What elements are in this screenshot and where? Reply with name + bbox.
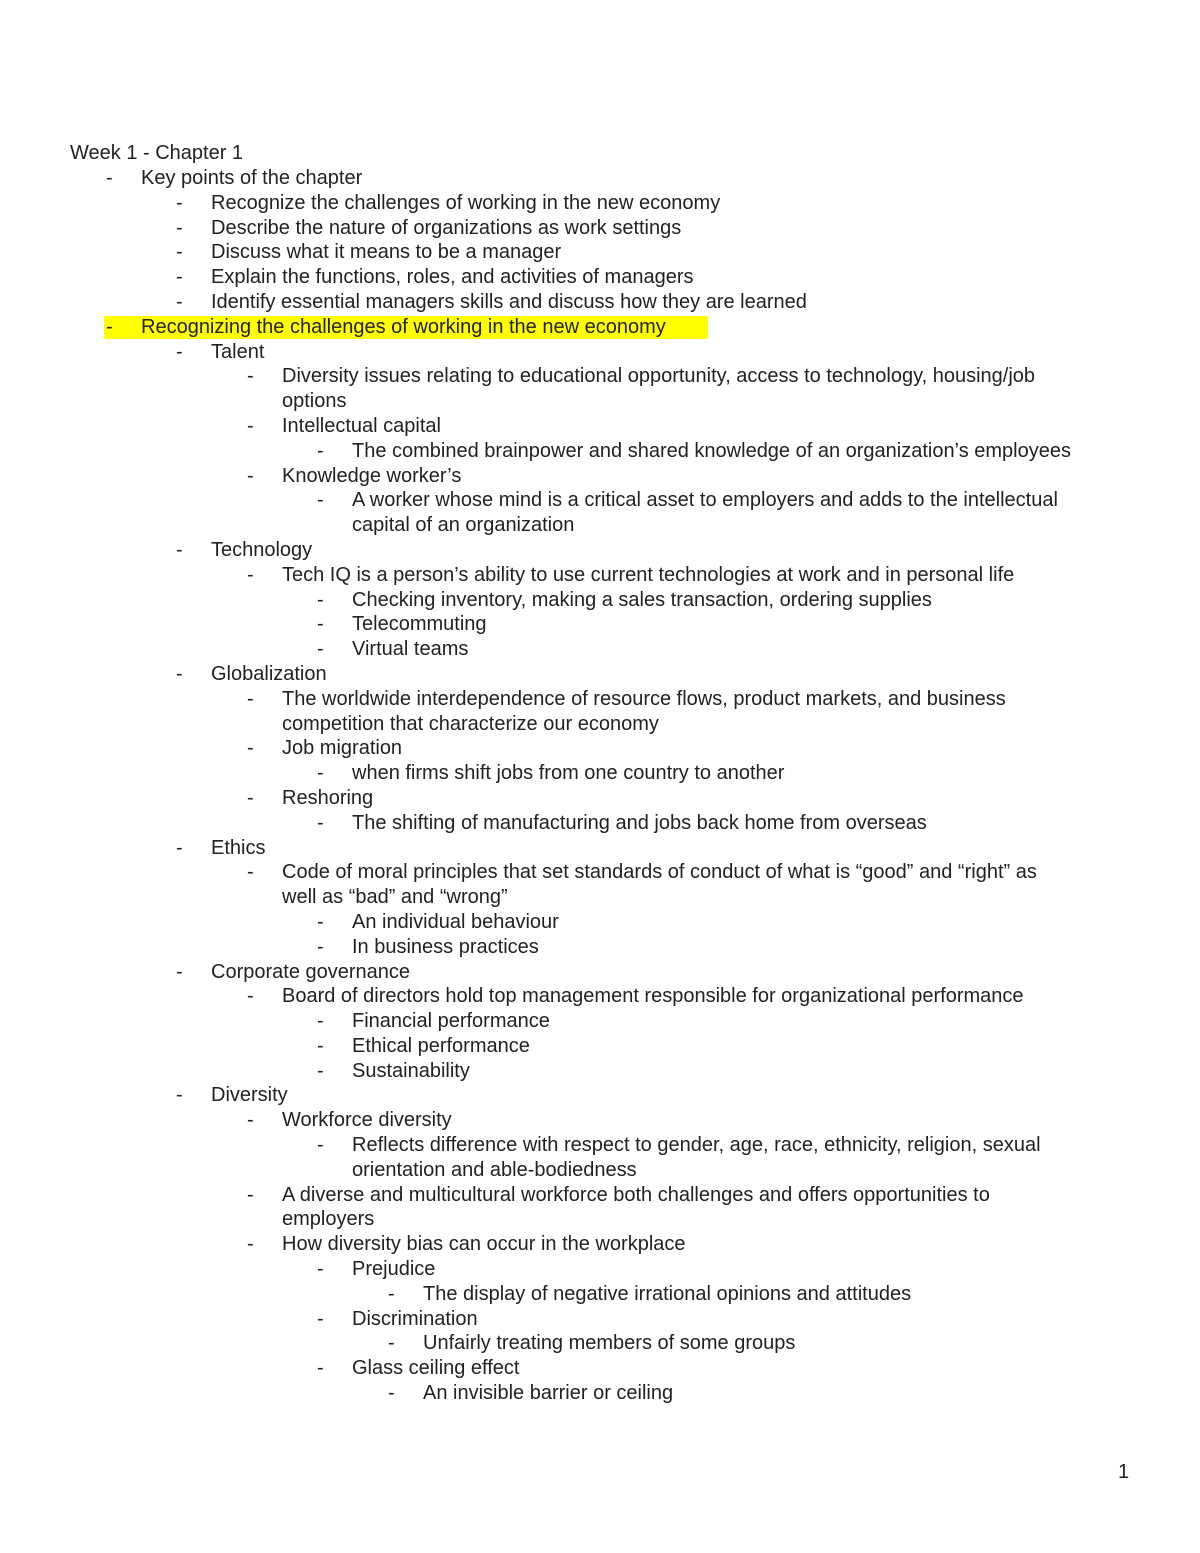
bullet-dash: - bbox=[247, 861, 254, 884]
outline-item-text: In business practices bbox=[352, 935, 539, 958]
bullet-dash: - bbox=[317, 439, 324, 462]
outline-item bbox=[0, 1083, 1200, 1108]
bullet-dash: - bbox=[388, 1332, 395, 1355]
outline-item bbox=[0, 910, 1200, 935]
outline-item bbox=[0, 340, 1200, 365]
bullet-dash: - bbox=[317, 489, 324, 512]
outline-item bbox=[0, 1108, 1200, 1133]
outline-item-text: capital of an organization bbox=[352, 514, 575, 537]
outline-item bbox=[0, 1282, 1200, 1307]
outline-item bbox=[0, 1307, 1200, 1332]
outline-item-text: A diverse and multicultural workforce both challenges and offers opportunities to bbox=[282, 1183, 990, 1206]
bullet-dash: - bbox=[106, 167, 113, 189]
outline-item-text: when firms shift jobs from one country to another bbox=[352, 762, 785, 785]
bullet-dash: - bbox=[317, 613, 324, 636]
outline-item bbox=[0, 984, 1200, 1009]
outline-item bbox=[0, 736, 1200, 761]
outline-item-text: Discrimination bbox=[352, 1307, 478, 1330]
bullet-dash: - bbox=[317, 811, 324, 834]
outline-item bbox=[0, 1133, 1200, 1158]
outline-item bbox=[0, 414, 1200, 439]
outline-item-text: Recognizing the challenges of working in the new economy bbox=[141, 315, 666, 338]
bullet-dash: - bbox=[176, 662, 183, 685]
outline-item-continuation bbox=[0, 1158, 1200, 1183]
outline-item bbox=[0, 935, 1200, 960]
outline-item-continuation bbox=[0, 885, 1200, 910]
outline-item-text: Virtual teams bbox=[352, 638, 469, 661]
bullet-dash: - bbox=[176, 1084, 183, 1107]
outline-item-text: Ethics bbox=[211, 836, 266, 859]
outline-item-text: Diversity issues relating to educational opportunity, access to technology, housing/job bbox=[282, 365, 1036, 388]
page-number: 1 bbox=[1118, 1461, 1130, 1483]
bullet-dash: - bbox=[247, 1109, 254, 1132]
outline-item-text: The shifting of manufacturing and jobs back home from overseas bbox=[352, 811, 927, 834]
outline-item bbox=[0, 1009, 1200, 1034]
outline-item-text: Knowledge worker’s bbox=[282, 464, 462, 487]
outline-item-text: Intellectual capital bbox=[282, 414, 441, 437]
outline-item bbox=[0, 1034, 1200, 1059]
outline-item-text: employers bbox=[282, 1208, 375, 1231]
outline-item-text: An individual behaviour bbox=[352, 910, 559, 933]
outline-item-text: Sustainability bbox=[352, 1059, 470, 1082]
outline-item-text: Identify essential managers skills and discuss how they are learned bbox=[211, 290, 807, 313]
bullet-dash: - bbox=[388, 1282, 395, 1305]
outline-item bbox=[0, 191, 1200, 216]
outline-item bbox=[0, 315, 1200, 340]
outline-item-text: Checking inventory, making a sales transaction, ordering supplies bbox=[352, 588, 932, 611]
bullet-dash: - bbox=[176, 960, 183, 983]
outline-item-text: Ethical performance bbox=[352, 1034, 530, 1057]
bullet-dash: - bbox=[247, 414, 254, 437]
outline-item-text: Glass ceiling effect bbox=[352, 1357, 520, 1380]
outline-item-text: Technology bbox=[211, 538, 313, 561]
outline-item-text: Recognize the challenges of working in the new economy bbox=[211, 191, 721, 214]
bullet-dash: - bbox=[106, 315, 113, 338]
outline-item-text: Describe the nature of organizations as work settings bbox=[211, 216, 682, 239]
outline-item-text: competition that characterize our economy bbox=[282, 712, 659, 735]
outline-item-text: Talent bbox=[211, 340, 265, 363]
outline-item bbox=[0, 166, 1200, 191]
outline-item bbox=[0, 1232, 1200, 1257]
outline-item bbox=[0, 637, 1200, 662]
outline-item bbox=[0, 1331, 1200, 1356]
outline-item bbox=[0, 538, 1200, 563]
bullet-dash: - bbox=[247, 563, 254, 586]
outline-item-text: The combined brainpower and shared knowledge of an organization’s employees bbox=[352, 439, 1071, 462]
outline-item-text: Reshoring bbox=[282, 786, 374, 809]
bullet-dash: - bbox=[317, 638, 324, 661]
outline-item bbox=[0, 1381, 1200, 1406]
bullet-dash: - bbox=[317, 910, 324, 933]
outline-item-continuation bbox=[0, 712, 1200, 737]
bullet-dash: - bbox=[317, 762, 324, 785]
outline-item bbox=[0, 364, 1200, 389]
outline-item bbox=[0, 612, 1200, 637]
bullet-dash: - bbox=[176, 340, 183, 363]
bullet-dash: - bbox=[176, 191, 183, 214]
outline-item bbox=[0, 1356, 1200, 1381]
outline-item bbox=[0, 1183, 1200, 1208]
bullet-dash: - bbox=[247, 985, 254, 1008]
outline-item-text: Explain the functions, roles, and activities of managers bbox=[211, 266, 694, 289]
outline-item-text: How diversity bias can occur in the workplace bbox=[282, 1233, 686, 1256]
outline-item bbox=[0, 836, 1200, 861]
outline-item-text: well as “bad” and “wrong” bbox=[282, 886, 508, 909]
outline-item-text: Tech IQ is a person’s ability to use current technologies at work and in personal life bbox=[282, 563, 1015, 586]
outline-item-text: Code of moral principles that set standards of conduct of what is “good” and “right” as bbox=[282, 861, 1037, 884]
outline-item bbox=[0, 563, 1200, 588]
outline-item-text: Board of directors hold top management responsible for organizational performance bbox=[282, 985, 1024, 1008]
highlighted-line bbox=[0, 315, 1200, 340]
notes-outline bbox=[0, 166, 1200, 1406]
bullet-dash: - bbox=[247, 737, 254, 760]
outline-item bbox=[0, 687, 1200, 712]
outline-item-text: The worldwide interdependence of resource flows, product markets, and business bbox=[282, 687, 1006, 710]
outline-item bbox=[0, 662, 1200, 687]
outline-item bbox=[0, 1059, 1200, 1084]
bullet-dash: - bbox=[247, 1183, 254, 1206]
bullet-dash: - bbox=[176, 266, 183, 289]
bullet-dash: - bbox=[317, 1357, 324, 1380]
bullet-dash: - bbox=[317, 1258, 324, 1281]
bullet-dash: - bbox=[388, 1382, 395, 1405]
bullet-dash: - bbox=[247, 1233, 254, 1256]
bullet-dash: - bbox=[176, 290, 183, 313]
outline-item bbox=[0, 588, 1200, 613]
bullet-dash: - bbox=[317, 935, 324, 958]
outline-item-text: options bbox=[282, 390, 347, 413]
outline-item-text: Globalization bbox=[211, 662, 327, 685]
outline-item bbox=[0, 1257, 1200, 1282]
outline-item-text: Diversity bbox=[211, 1084, 288, 1107]
outline-item-text: Financial performance bbox=[352, 1010, 550, 1033]
outline-item bbox=[0, 290, 1200, 315]
outline-item bbox=[0, 960, 1200, 985]
outline-item-text: The display of negative irrational opinions and attitudes bbox=[423, 1282, 912, 1305]
outline-item-text: Key points of the chapter bbox=[141, 167, 363, 189]
outline-item bbox=[0, 265, 1200, 290]
outline-item-text: Reflects difference with respect to gender, age, race, ethnicity, religion, sexual bbox=[352, 1134, 1041, 1157]
bullet-dash: - bbox=[176, 241, 183, 264]
bullet-dash: - bbox=[317, 1034, 324, 1057]
outline-item-text: Discuss what it means to be a manager bbox=[211, 241, 562, 264]
bullet-dash: - bbox=[176, 836, 183, 859]
bullet-dash: - bbox=[317, 1010, 324, 1033]
bullet-dash: - bbox=[247, 464, 254, 487]
outline-item bbox=[0, 240, 1200, 265]
outline-item-text: orientation and able-bodiedness bbox=[352, 1158, 637, 1181]
outline-item-continuation bbox=[0, 513, 1200, 538]
outline-item-continuation bbox=[0, 389, 1200, 414]
page-title: Week 1 - Chapter 1 bbox=[70, 142, 244, 164]
outline-item-text: A worker whose mind is a critical asset to employers and adds to the intellectual bbox=[352, 489, 1058, 512]
outline-item-text: Telecommuting bbox=[352, 613, 487, 636]
outline-item-text: Prejudice bbox=[352, 1258, 436, 1281]
outline-item bbox=[0, 464, 1200, 489]
outline-item bbox=[0, 811, 1200, 836]
bullet-dash: - bbox=[317, 1134, 324, 1157]
outline-item bbox=[0, 439, 1200, 464]
outline-item-text: An invisible barrier or ceiling bbox=[423, 1382, 674, 1405]
bullet-dash: - bbox=[317, 1307, 324, 1330]
outline-item bbox=[0, 786, 1200, 811]
outline-item-text: Unfairly treating members of some groups bbox=[423, 1332, 796, 1355]
bullet-dash: - bbox=[176, 216, 183, 239]
bullet-dash: - bbox=[176, 538, 183, 561]
outline-item bbox=[0, 860, 1200, 885]
bullet-dash: - bbox=[247, 687, 254, 710]
bullet-dash: - bbox=[247, 786, 254, 809]
bullet-dash: - bbox=[247, 365, 254, 388]
outline-item-text: Corporate governance bbox=[211, 960, 411, 983]
outline-item-text: Workforce diversity bbox=[282, 1109, 452, 1132]
bullet-dash: - bbox=[317, 588, 324, 611]
bullet-dash: - bbox=[317, 1059, 324, 1082]
outline-item-text: Job migration bbox=[282, 737, 403, 760]
outline-item-continuation bbox=[0, 1207, 1200, 1232]
outline-item bbox=[0, 216, 1200, 241]
outline-item bbox=[0, 761, 1200, 786]
outline-item bbox=[0, 488, 1200, 513]
